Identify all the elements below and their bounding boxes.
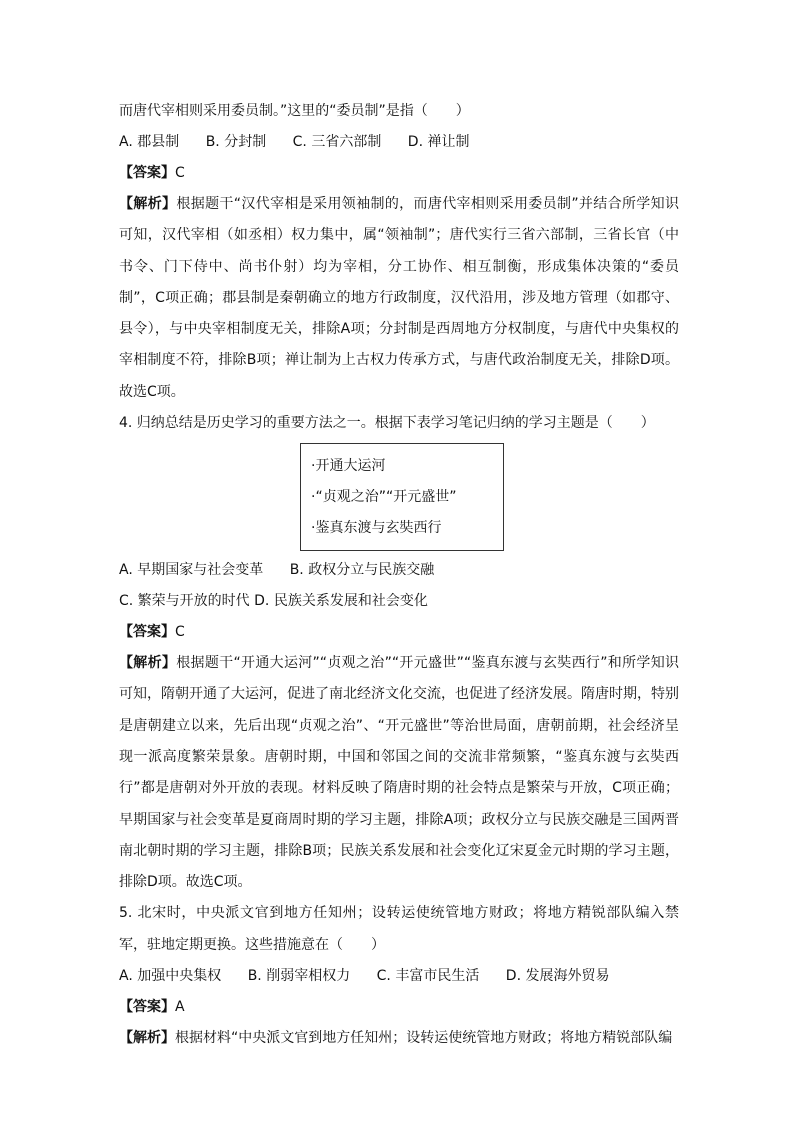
q4-answer-value: C: [175, 624, 185, 641]
q4-option-a: A. 早期国家与社会变革: [119, 562, 264, 579]
q3-option-c: C. 三省六部制: [292, 134, 382, 150]
q3-answer: [119, 158, 679, 189]
q4-option-b: B. 政权分立与民族交融: [289, 562, 435, 579]
q4-note-item: ·开通大运河: [311, 458, 386, 475]
q4-note-item: ·鉴真东渡与玄奘西行: [311, 520, 442, 537]
q4-analysis: [119, 648, 679, 898]
q5-option-d: D. 发展海外贸易: [505, 968, 610, 985]
q5-option-b: B. 削弱宰相权力: [247, 968, 351, 985]
document-page: [119, 96, 679, 1054]
q3-option-d: D. 禅让制: [407, 134, 470, 150]
q4-answer-label: 【答案】: [119, 624, 175, 641]
q4-answer: [119, 617, 679, 648]
q3-analysis: [119, 189, 679, 408]
q4-notes-table: [300, 443, 504, 551]
q3-stem-tail: 而唐代宰相则采用委员制。”这里的“委员制”是指（ ）: [119, 103, 470, 119]
q3-option-a: A. 郡县制: [119, 134, 180, 150]
q3-option-b: B. 分封制: [205, 134, 267, 150]
q5-answer-label: 【答案】: [119, 999, 175, 1016]
q5-options: [119, 961, 679, 992]
q3-answer-label: 【答案】: [119, 165, 175, 181]
q5-analysis-label: 【解析】: [119, 1030, 175, 1047]
q3-options: [119, 127, 679, 158]
q5-answer-value: A: [175, 999, 185, 1016]
q4-option-c: C. 繁荣与开放的时代: [119, 593, 250, 610]
q4-stem: 4. 归纳总结是历史学习的重要方法之一。根据下表学习笔记归纳的学习主题是（ ）: [119, 415, 655, 432]
q5-answer: [119, 992, 679, 1023]
q4-options-row2: [119, 586, 679, 617]
q5-analysis: [119, 1023, 679, 1054]
q3-analysis-text: 根据题干“汉代宰相是采用领袖制的，而唐代宰相则采用委员制”并结合所学知识可知，汉代宰相（如丞相）权力集中，属“领袖制”；唐代实行三省六部制，三省长官（中书令、门下侍中、尚书仆射）均为宰相，分工协作、相互制衡，形成集体决策的“委员制”，C项正确；郡县制是秦朝确立的地方行政制度，汉代沿用，涉及地方管理（如郡守、县令），与中央宰相制度无关，排除A项；分封制是西周地方分权制度，与唐代中央集权的宰相制度不符，排除B项；禅让制为上古权力传承方式，与唐代政治制度无关，排除D项。故选C项。: [119, 196, 679, 400]
q4-options-row1: [119, 555, 679, 586]
q3-analysis-label: 【解析】: [119, 196, 177, 212]
q3-answer-value: C: [175, 165, 185, 181]
q4-analysis-text: 根据题干“开通大运河”“贞观之治”“开元盛世”“鉴真东渡与玄奘西行”和所学知识可知，隋朝开通了大运河，促进了南北经济文化交流，也促进了经济发展。隋唐时期，特别是唐朝建立以来，先后出现“贞观之治”、“开元盛世”等治世局面，唐朝前期，社会经济呈现一派高度繁荣景象。唐朝时期，中国和邻国之间的交流非常频繁，“鉴真东渡与玄奘西行”都是唐朝对外开放的表现。材料反映了隋唐时期的社会特点是繁荣与开放，C项正确；早期国家与社会变革是夏商周时期的学习主题，排除A项；政权分立与民族交融是三国两晋南北朝时期的学习主题，排除B项；民族关系发展和社会变化辽宋夏金元时期的学习主题，排除D项。故选C项。: [119, 655, 679, 891]
q5-analysis-text: 根据材料“中央派文官到地方任知州；设转运使统管地方财政；将地方精锐部队编: [175, 1030, 673, 1047]
q4-option-d: D. 民族关系发展和社会变化: [254, 593, 428, 610]
q4-analysis-label: 【解析】: [119, 655, 177, 672]
q5-option-c: C. 丰富市民生活: [376, 968, 480, 985]
q4-note-item: ·“贞观之治”“开元盛世”: [311, 489, 457, 506]
q5-option-a: A. 加强中央集权: [119, 968, 222, 985]
q5-stem: 5. 北宋时，中央派文官到地方任知州；设转运使统管地方财政；将地方精锐部队编入禁军，驻地定期更换。这些措施意在（ ）: [119, 905, 679, 953]
